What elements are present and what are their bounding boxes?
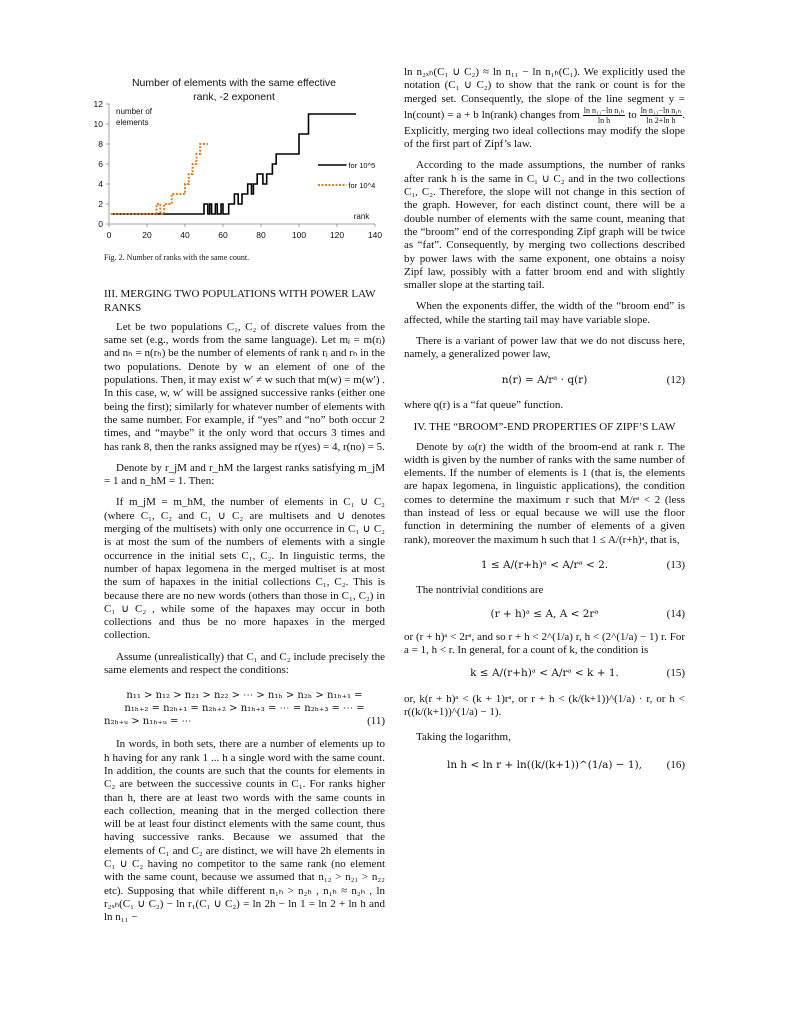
equation-number: (11) [367,715,385,728]
y-tick-label: 12 [93,99,103,109]
paragraph: If m_jM = m_hM, the number of elements in C₁ ∪ C₂ (where C₁, C₂ and C₁ ∪ C₂ are multisets and ∪ denotes merging of the multisets) with only one occurrence in C₁ ∪ C₂ is at most the sum of the numbers of elements with a single occurrence in the initial sets C₁, C₂. In linguistic terms, the number of hapax legomena in the merged multiset is at most the sum of hapaxes in the initial collections C₁, C₂. This is because there are no new words (others than those in C₁, C₂) in C₁ ∪ C₂ , while some of the hapaxes may occur in both collections and thus be no more hapaxes in the merged collection. [104,496,385,642]
numerator: ln n₁₁−ln n₁ₕ [583,105,625,115]
equation-number: (13) [666,558,685,571]
text-run: to [628,108,637,121]
y-axis-label-2: elements [116,118,149,127]
paragraph [404,66,685,151]
equation-number: (15) [666,667,685,680]
paragraph: When the exponents differ, the width of the “broom end” is affected, while the starting tail may have variable slope. [404,300,685,326]
x-tick-label: 80 [256,230,266,240]
y-tick-label: 0 [98,219,103,229]
paragraph: Let be two populations C₁, C₂ of discrete values from the same set (e.g., words from the same language). Let mⱼ = m(rⱼ) and nₕ = n(rₕ) be the number of elements of rank rⱼ and rₕ in the two populations. Denote by w an element of one of the populations. Then, it may exist w′ ≠ w such that m(w) = m(w′) . In this case, w, w′ will be assigned successive ranks (either one being the first); similarly for whatever number of elements with the same number. For example, if “yes” and “no” both occur 2 times, and “maybe” it the only word that occurs 3 times and has rank 8, then the ranks assigned may be r(yes) = 4, r(no) = 5. [104,320,385,453]
equation-13 [404,559,685,572]
equation-12 [404,374,685,387]
y-tick-label: 8 [98,139,103,149]
chart-title-line1: Number of elements with the same effective [131,77,337,89]
equation-11 [104,689,385,728]
fraction [640,106,683,125]
paragraph: According to the made assumptions, the number of ranks after rank h is the same in C₁ ∪ C₂ and in the two collections C₁, C₂. Therefore, the slope will not change in this section of the graph. However, for each distinct count, there will be a double number of elements with the same count, meaning that the “broom” end of the corresponding Zipf graph will be twice as “fat”. Consequently, by merging two collections described by power laws with the same exponent, one obtains a noisy Zipf law, possibly with a fatter broom end and with slightly smaller slope at the starting tail. [404,159,685,292]
x-tick-label: 120 [329,230,345,240]
paragraph: In words, in both sets, there are a number of elements up to h having for any rank 1 ... h a single word with the same count. In addition, the counts are such that the counts for elements in C₂ are between the successive counts in C₁. For ranks higher than h, there are at least two words with the same counts in each collection, meaning that in the merged collection there will be at least four distinct elements with the same count, thus having successive ranks. Because we assumed that the elements of C₁ and C₂ are distinct, we will have 2h elements in C₁ ∪ C₂ having no competitor to the same rank (no element with the same count, because we assumed that n₁₂ > n₂₁ > n₂₂ etc). Supposing that while different n₁ₕ > n₂ₕ , n₁ₕ ≈ n₂ₕ , ln r₂ₓₕ(C₁ ∪ C₂) − ln r₁(C₁ ∪ C₂) = ln 2h − ln 1 = ln 2 + ln h and ln n₁₁ − [104,738,385,924]
paragraph: Assume (unrealistically) that C₁ and C₂ include precisely the same elements and respect the conditions: [104,650,385,677]
section-4-title: IV. THE “BROOM”-END PROPERTIES OF ZIPF’S LAW [413,421,676,434]
x-tick-label: 40 [180,230,190,240]
equation-14 [404,608,685,621]
paragraph: Denote by r_jM and r_hM the largest ranks satisfying m_jM = 1 and n_hM = 1. Then: [104,461,385,488]
paragraph: where q(r) is a “fat queue” function. [404,398,564,411]
y-tick-label: 4 [98,179,103,189]
denominator: ln h [597,115,611,125]
chart-title-line2: rank, -2 exponent [193,91,275,103]
equation-15 [404,667,685,680]
x-tick-label: 100 [291,230,307,240]
x-tick-label: 140 [367,230,383,240]
equation-body: k ≤ A/(r+h)ᵃ < A/rᵃ < k + 1. [470,667,619,680]
x-axis-label: rank [353,212,370,221]
numerator: ln n₁₁−ln n₁ₕ [640,105,682,115]
y-tick-label: 6 [98,159,103,169]
equation-body: ln h < ln r + ln((k/(k+1))^(1/a) − 1), [446,758,643,771]
denominator: ln 2+ln h [646,115,676,125]
x-tick-label: 0 [106,230,112,240]
x-tick-label: 60 [218,230,228,240]
legend-label: for 10^4 [348,181,376,190]
fraction [583,106,626,125]
eq11-line1: n₁₁ > n₁₂ > n₂₁ > n₂₂ > ⋯ > n₁ₕ > n₂ₕ > n₁ₕ₊₁ = [126,690,363,702]
equation-number: (12) [666,373,685,386]
paragraph: or, k(r + h)ᵃ < (k + 1)rᵃ, or r + h < (k/(k+1))^(1/a) · r, or h < r((k/(k+1))^(1/a) − 1). [404,692,685,718]
left-column [93,0,385,924]
y-axis-label-1: number of [116,107,153,116]
figure-2 [93,72,385,247]
equation-16 [404,759,685,772]
right-column [404,66,685,772]
section-3-title: III. MERGING TWO POPULATIONS WITH POWER LAW RANKS [104,288,376,314]
text-run: ln n₂ₓₕ(C₁ ∪ C₂) ≈ ln n₁₁ − ln n₁ₕ(C₁). We explicitly used the notation (C₁ ∪ C₂) to show that the rank or count is for the merged set. Consequently, the slope of the line segment y = ln(count) = a + b ln(rank) changes from [404,66,685,121]
y-tick-label: 2 [98,199,103,209]
x-tick-label: 20 [142,230,152,240]
paragraph: or (r + h)ᵃ < 2rᵃ, and so r + h < 2^(1/a) r, h < (2^(1/a) − 1) r. For a = 1, h < r. In general, for a count of k, the condition is [404,630,685,657]
eq11-line3: n₂ₕ₊ᵤ > n₁ₕ₊ᵤ = ⋯ [104,716,192,728]
y-tick-label: 10 [93,119,103,129]
series-line-solid [111,114,356,214]
series-line-dotted [111,144,208,214]
paragraph: There is a variant of power law that we do not discuss here, namely, a generalized power law, [404,335,685,361]
equation-body: n(r) = A/rᵃ · q(r) [501,373,588,386]
eq11-line2: n₁ₕ₊₂ = n₂ₕ₊₁ = n₂ₕ₊₂ > n₁ₕ₊₃ = ⋯ = n₂ₕ₊₃ = ⋯ = [124,703,365,715]
figure-caption: Fig. 2. Number of ranks with the same count. [104,253,250,262]
equation-body: (r + h)ᵃ ≤ A, A < 2rᵃ [490,607,599,620]
equation-body: 1 ≤ A/(r+h)ᵃ < A/rᵃ < 2. [480,558,609,571]
text-run: . Explicitly, merging two ideal collections may modify the slope of the first part of Zipf’s law. [404,108,685,151]
legend-label: for 10^5 [348,161,376,170]
chart [84,72,383,247]
paragraph: Denote by ω(r) the width of the broom-end at rank r. The width is given by the number of ranks with the same number of elements. If the number of elements is 1 (that is, the elements are hapax legomena, in linguistic applications), the condition comes to determine the maximum r such that M/rᵃ < 2 (less than instead of less or equal because we will use the floor function in determining the number of elements of a given rank), moreover the maximum h such that 1 ≤ A/(r+h)ᵃ, that is, [404,440,685,546]
equation-number: (16) [666,758,685,771]
equation-number: (14) [666,607,685,620]
paragraph: The nontrivial conditions are [416,584,544,597]
paragraph: Taking the logarithm, [416,731,511,744]
